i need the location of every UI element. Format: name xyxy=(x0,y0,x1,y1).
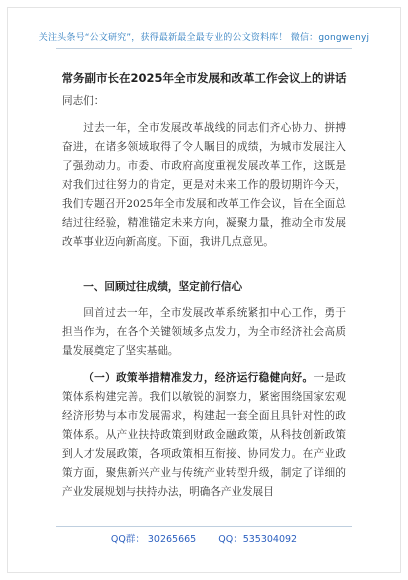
paragraph-3-body: 一是政策体系构建完善。我们以敏锐的洞察力，紧密围绕国家宏观经济形势与本市发展需求，构建起一套全面且具针对性的政策体系。从产业扶持政策到财政金融政策，从科技创新政策到人才发展政策，各项政策相互衔接、协同发力。在产业政策方面，聚焦新兴产业与传统产业转型升级，制定了详细的产业发展规划与扶持办法，明确各产业发展目 xyxy=(62,372,347,498)
paragraph-3 xyxy=(62,369,346,502)
salutation: 同志们： xyxy=(62,95,105,107)
section-heading-1: 一、回顾过往成绩，坚定前行信心 xyxy=(83,281,243,293)
paragraph-2: 回首过去一年，全市发展改革系统紧扣中心工作，勇于担当作为，在各个关键领域多点发力，为全市经济社会高质量发展奠定了坚实基础。 xyxy=(62,307,346,357)
footer-qq: QQ：535304092 xyxy=(218,534,298,545)
paragraph-1: 过去一年，全市发展改革战线的同志们齐心协力、拼搏奋进，在诸多领域取得了令人瞩目的成绩，为城市发展注入了强劲动力。市委、市政府高度重视发展改革工作，这既是对我们过往努力的肯定，更是对未来工作的殷切期许今天，我们专题召开2025年全市发展和改革工作会议，旨在全面总结过往经验，精准锚定未来方向，凝聚力量，推动全市发展改革事业迈向新高度。下面，我讲几点意见。 xyxy=(62,122,346,248)
footer-qq-group: QQ群： 30265665 xyxy=(110,534,197,545)
footer-divider xyxy=(56,526,352,527)
header-banner: 关注头条号“公文研究”，获得最新最全最专业的公文资料库！ 微信：gongwenyj xyxy=(38,33,370,43)
footer-contact xyxy=(0,531,408,545)
subsection-heading-1: （一）政策举措精准发力，经济运行稳健向好。 xyxy=(83,372,314,384)
document-title: 常务副市长在2025年全市发展和改革工作会议上的讲话 xyxy=(61,71,347,85)
header-divider xyxy=(56,48,352,49)
